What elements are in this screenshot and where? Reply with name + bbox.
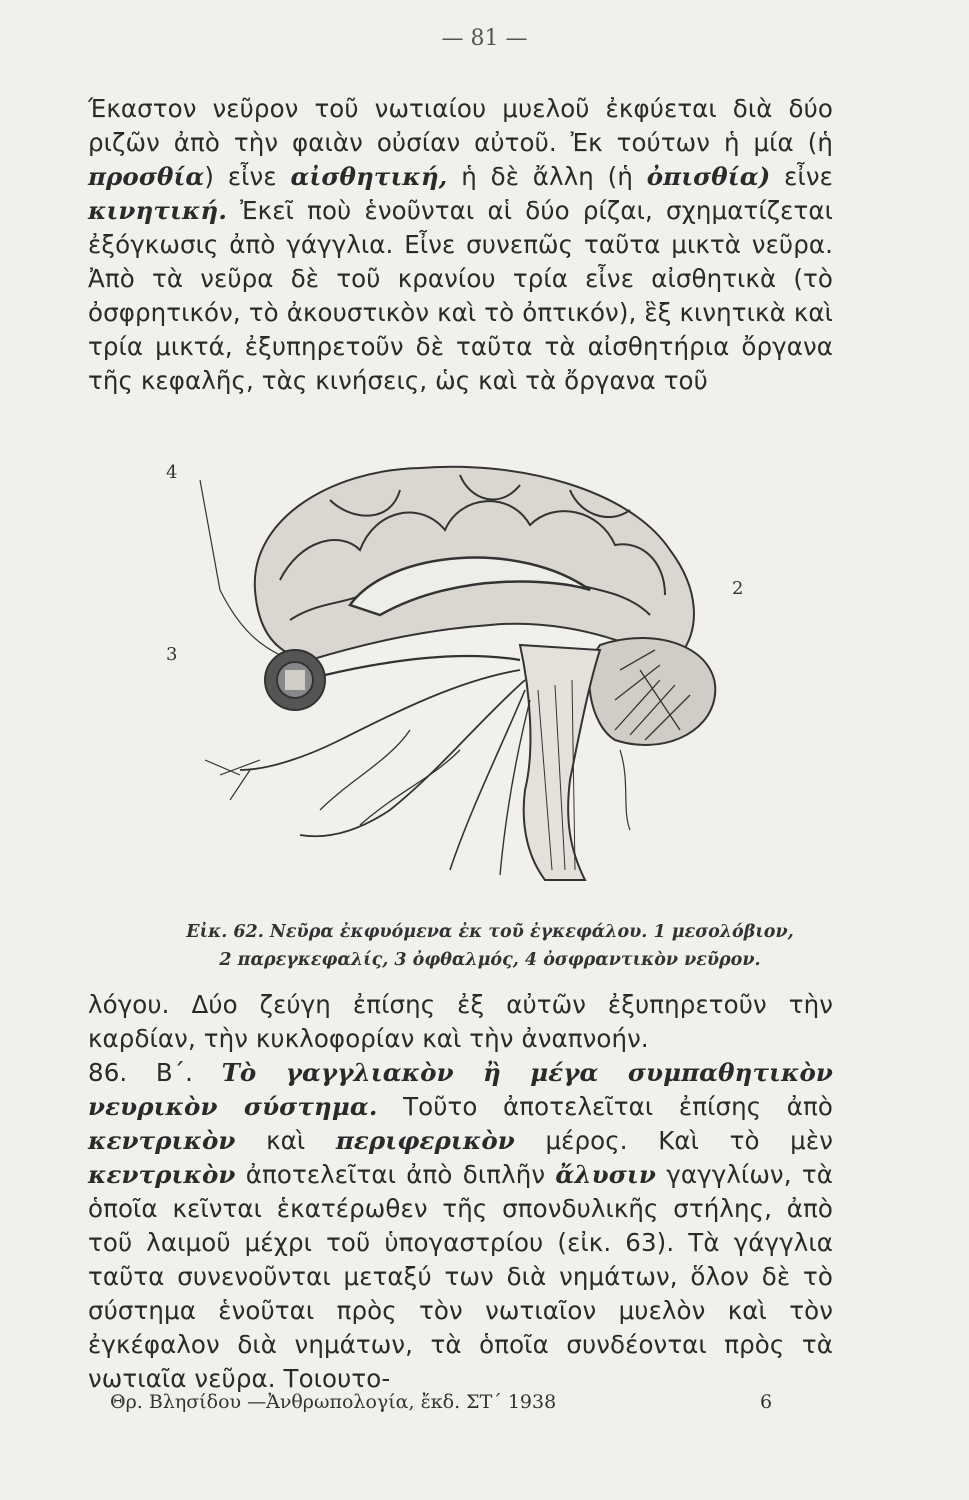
brainstem <box>520 645 600 880</box>
nerve <box>300 680 525 836</box>
nerve <box>325 656 520 675</box>
figure-caption <box>140 918 840 974</box>
paragraph-2: λόγου. Δύο ζεύγη ἐπίσης ἐξ αὐτῶν ἐξυπηρετοῦν τὴν καρδίαν, τὴν κυκλοφορίαν καὶ τὴν ἀναπνοήν. <box>88 990 833 1053</box>
brain-illustration <box>160 430 780 900</box>
brain-nerves-figure <box>160 430 780 900</box>
caption-line-2: 2 παρεγκεφαλίς, 3 ὀφθαλμός, 4 ὀσφραντικὸν νεῦρον. <box>219 950 761 970</box>
nerve <box>205 760 260 800</box>
figure-label-2: 2 <box>732 578 744 599</box>
text-run: ) εἶνε <box>204 162 291 191</box>
text-run: εἶνε <box>770 162 833 191</box>
caption-line-1: Εἰκ. 62. Νεῦρα ἐκφυόμενα ἐκ τοῦ ἐγκεφάλου. 1 μεσολόβιον, <box>186 922 794 942</box>
section-number: 86. Β΄. <box>88 1058 222 1087</box>
page-footer <box>110 1391 790 1413</box>
text-run: γαγγλίων, τὰ ὁποῖα κεῖνται ἑκατέρωθεν τῆς σπονδυλικῆς στήλης, ἀπὸ τοῦ λαιμοῦ μέχρι τοῦ ὑπογαστρίου (εἰκ. 63). Τὰ γάγγλια ταῦτα συνενοῦνται μεταξύ των διὰ νημάτων, ὅλον δὲ τὸ σύστημα ἑνοῦται πρὸς τὸν νωτιαῖον μυελὸν καὶ τὸν ἐγκέφαλον διὰ νημάτων, τὰ ὁποῖα συνδέονται πρὸς τὰ νωτιαῖα νεῦρα. Τοιουτο- <box>88 1160 833 1393</box>
text-run: Ἐκεῖ ποὺ ἑνοῦνται αἱ δύο ρίζαι, σχηματίζεται ἐξόγκωσις ἀπὸ γάγγλια. Εἶνε συνεπῶς ταῦτα μικτὰ νεῦρα. Ἀπὸ τὰ νεῦρα δὲ τοῦ κρανίου τρία εἶνε αἰσθητικὰ (τὸ ὀσφρητικόν, τὸ ἀκουστικὸν καὶ τὸ ὀπτικόν), ἓξ κινητικὰ καὶ τρία μικτά, ἐξυπηρετοῦν δὲ ταῦτα τὰ αἰσθητήρια ὄργανα τῆς κεφαλῆς, τὰς κινήσεις, ὡς καὶ τὰ ὄργανα τοῦ <box>88 196 833 395</box>
text-run: ἡ δὲ ἄλλη (ἡ <box>447 162 647 191</box>
paragraph-1 <box>88 92 833 398</box>
emphasis-chain: ἄλυσιν <box>555 1160 656 1189</box>
emphasis-motor: κινητική. <box>88 196 227 225</box>
signature-mark: 6 <box>760 1391 773 1413</box>
text-run: Τοῦτο ἀποτελεῖται ἐπίσης ἀπὸ <box>377 1092 834 1121</box>
emphasis-sensory: αἰσθητική, <box>290 162 448 191</box>
figure-label-3: 3 <box>166 644 178 665</box>
figure-label-4: 4 <box>166 462 178 483</box>
text-run: ἀποτελεῖται ἀπὸ διπλῆν <box>235 1160 556 1189</box>
text-run: μέρος. Καὶ τὸ μὲν <box>514 1126 833 1155</box>
section-title: Τὸ γαγγλιακὸν ἢ μέγα συμπαθητικὸν νευρικὸν σύστημα. <box>88 1058 833 1121</box>
text-run: Έκαστον νεῦρον τοῦ νωτιαίου μυελοῦ ἐκφύεται διὰ δύο ριζῶν ἀπὸ τὴν φαιὰν οὐσίαν αὐτοῦ. Ἐκ τούτων ἡ μία (ἡ <box>88 94 833 157</box>
emphasis-peripheral: περιφερικὸν <box>335 1126 515 1155</box>
emphasis-posterior: ὀπισθία) <box>646 162 771 191</box>
nerve <box>620 750 630 830</box>
text-run: καὶ <box>235 1126 336 1155</box>
emphasis-central: κεντρικὸν <box>88 1160 236 1189</box>
emphasis-central: κεντρικὸν <box>88 1126 236 1155</box>
paragraph-3 <box>88 1056 833 1396</box>
emphasis-anterior: προσθία <box>88 162 205 191</box>
cerebellum <box>589 638 715 745</box>
page-number: — 81 — <box>441 26 528 51</box>
footer-citation: Θρ. Βλησίδου —Ἀνθρωπολογία, ἔκδ. ΣΤ΄ 1938 <box>110 1391 557 1413</box>
